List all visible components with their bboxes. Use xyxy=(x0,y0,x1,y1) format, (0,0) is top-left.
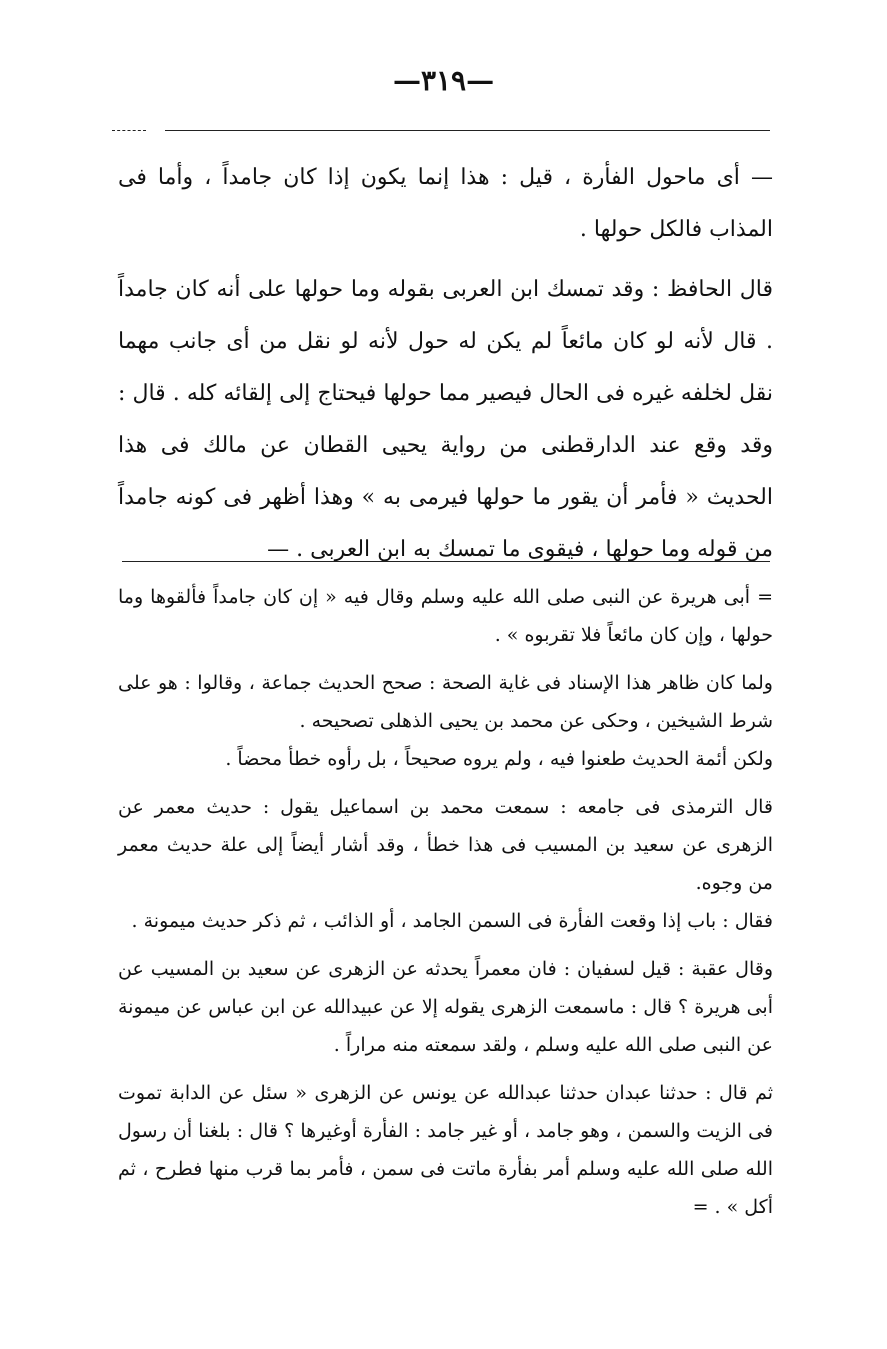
footnote-paragraph-3: ولكن أئمة الحديث طعنوا فيه ، ولم يروه صحيحاً ، بل رأوه خطأ محضاً . xyxy=(225,748,773,770)
page-number: —٣١٩— xyxy=(392,64,495,97)
header-rule xyxy=(165,130,770,131)
main-paragraph-1: — أى ماحول الفأرة ، قيل : هذا إنما يكون إذا كان جامداً ، وأما فى المذاب فالكل حولها . xyxy=(118,165,773,242)
footnote-paragraph-5: فقال : باب إذا وقعت الفأرة فى السمن الجامد ، أو الذائب ، ثم ذكر حديث ميمونة . xyxy=(131,910,773,932)
header-dashed-rule xyxy=(112,130,146,131)
footnote-paragraph-1: = أبى هريرة عن النبى صلى الله عليه وسلم وقال فيه « إن كان جامداً فألقوها وما حولها ، وإن كان مائعاً فلا تقربوه » . xyxy=(118,586,773,646)
footnote-paragraph-7: ثم قال : حدثنا عبدان حدثنا عبدالله عن يونس عن الزهرى « سئل عن الدابة تموت فى الزيت والسمن ، وهو جامد ، أو غير جامد : الفأرة أوغيرها ؟ قال : بلغنا أن رسول الله صلى الله عليه وسلم أمر بفأرة ماتت فى سمن ، فأمر بما قرب منها فطرح ، ثم أكل » . = xyxy=(118,1082,774,1218)
footnotes xyxy=(118,578,773,1226)
footnote-paragraph-6: وقال عقبة : قيل لسفيان : فان معمراً يحدثه عن الزهرى عن سعيد بن المسيب عن أبى هريرة ؟ قال : ماسمعت الزهرى يقوله إلا عن عبيدالله عن ابن عباس عن ميمونة عن النبى صلى الله عليه وسلم ، ولقد سمعته منه مراراً . xyxy=(118,958,773,1056)
footnote-paragraph-2: ولما كان ظاهر هذا الإسناد فى غاية الصحة : صحح الحديث جماعة ، وقالوا : هو على شرط الشيخين ، وحكى عن محمد بن يحيى الذهلى تصحيحه . xyxy=(118,672,773,732)
main-text xyxy=(118,152,773,576)
footnote-paragraph-4: قال الترمذى فى جامعه : سمعت محمد بن اسماعيل يقول : حديث معمر عن الزهرى عن سعيد بن المسيب فى هذا خطأ ، وقد أشار أيضاً إلى علة حديث معمر من وجوه. xyxy=(118,796,773,894)
main-paragraph-2: قال الحافظ : وقد تمسك ابن العربى بقوله وما حولها على أنه كان جامداً . قال لأنه لو كان مائعاً لم يكن له حول لأنه لو نقل من أى جانب مهما نقل لخلفه غيره فى الحال فيصير مما حولها فيحتاج إلى إلقائه كله . قال : وقد وقع عند الدارقطنى من رواية يحيى القطان عن مالك فى هذا الحديث « فأمر أن يقور ما حولها فيرمى به » وهذا أظهر فى كونه جامداً من قوله وما حولها ، فيقوى ما تمسك به ابن العربى . — xyxy=(118,277,773,562)
footnote-separator xyxy=(122,561,770,562)
